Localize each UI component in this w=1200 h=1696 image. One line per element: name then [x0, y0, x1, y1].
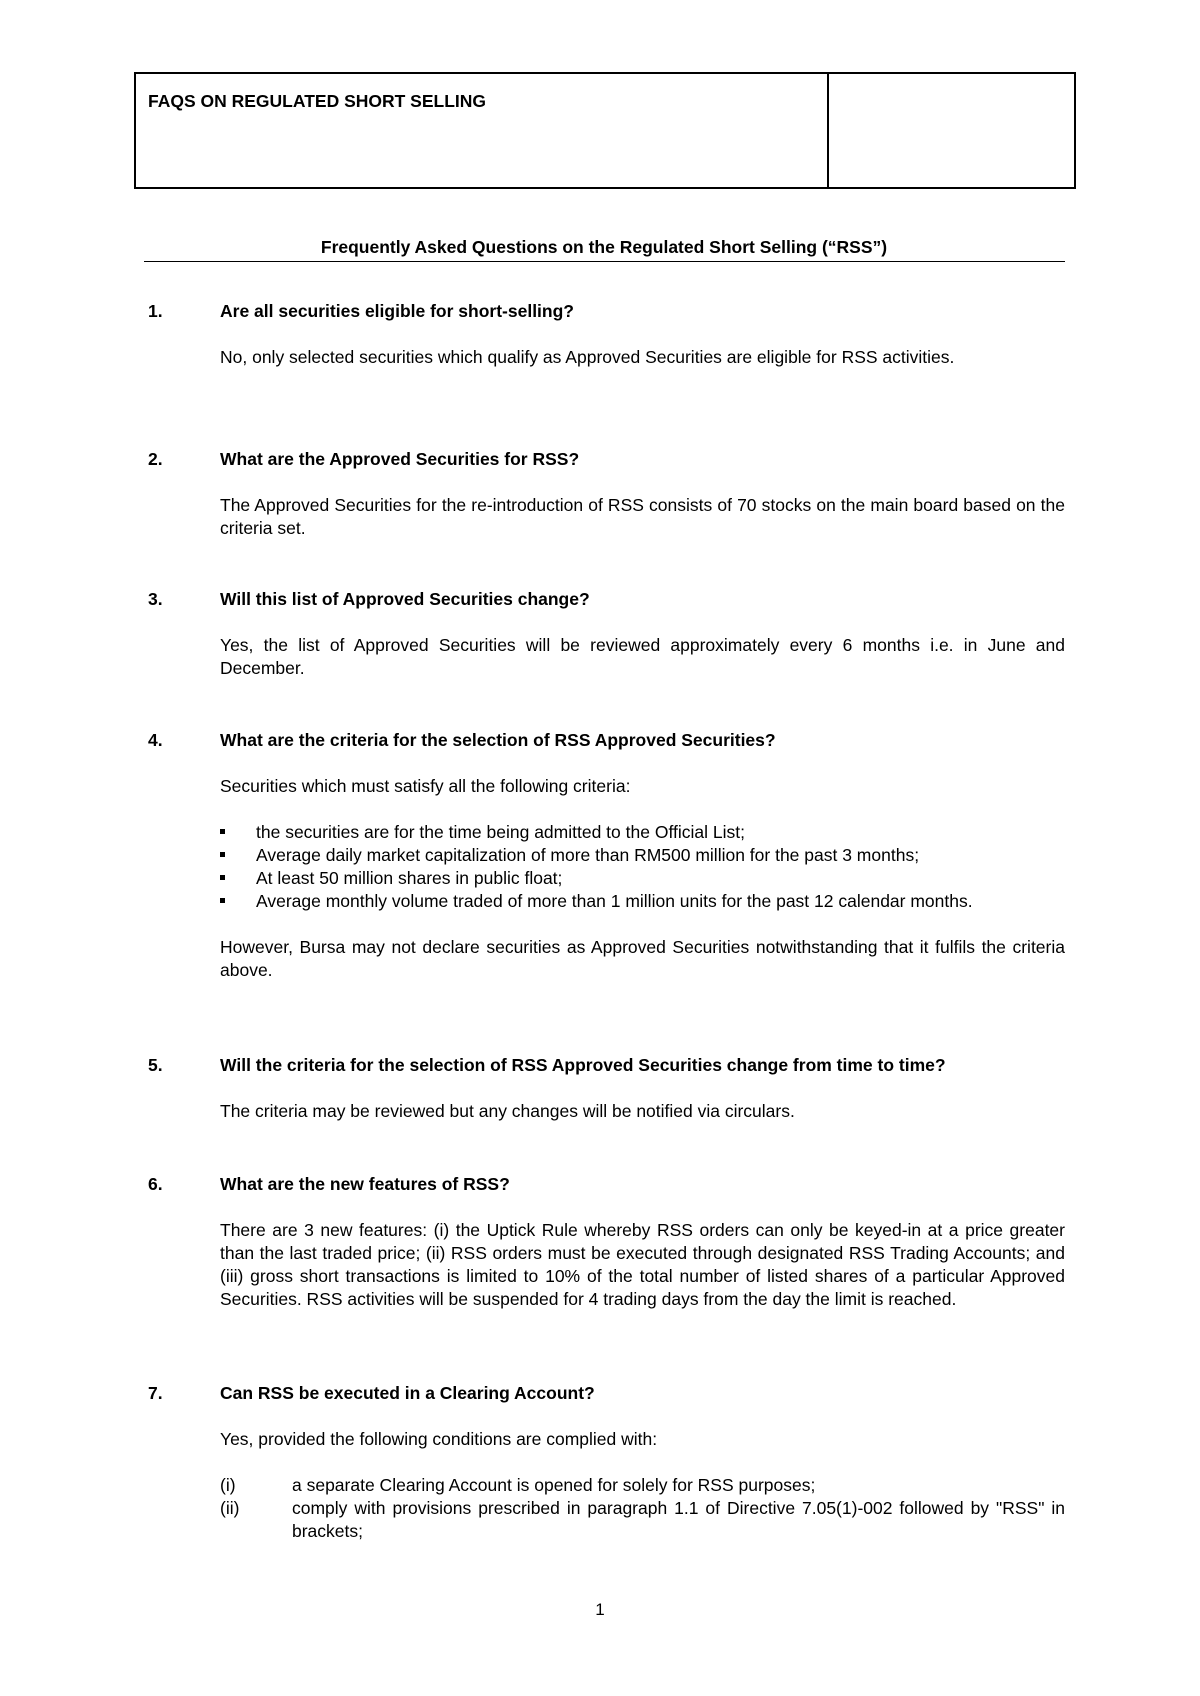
list-item — [220, 867, 1065, 890]
answer-intro: Securities which must satisfy all the following criteria: — [220, 776, 631, 796]
list-item — [220, 844, 1065, 867]
list-item-label: (ii) — [220, 1498, 240, 1518]
answer-text: The Approved Securities for the re-introduction of RSS consists of 70 stocks on the main board based on the criteria set. — [220, 495, 1065, 538]
question-text: What are the criteria for the selection of RSS Approved Securities? — [220, 730, 776, 750]
question-text: What are the new features of RSS? — [220, 1174, 510, 1194]
question-number: 5. — [148, 1055, 163, 1075]
list-item-text: At least 50 million shares in public float; — [256, 868, 563, 888]
question-number: 3. — [148, 589, 163, 609]
document-title: Frequently Asked Questions on the Regulated Short Selling (“RSS”) — [320, 237, 888, 257]
list-item-label: (i) — [220, 1475, 236, 1495]
answer-text: Yes, the list of Approved Securities will be reviewed approximately every 6 months i.e. in June and December. — [220, 635, 1065, 678]
criteria-list — [220, 821, 1065, 913]
question-number: 6. — [148, 1174, 163, 1194]
list-item-text: Average monthly volume traded of more than 1 million units for the past 12 calendar months. — [256, 891, 973, 911]
question-text: Will this list of Approved Securities change? — [220, 589, 590, 609]
question-text: What are the Approved Securities for RSS? — [220, 449, 580, 469]
square-bullet-icon — [220, 867, 256, 890]
square-bullet-icon — [220, 844, 256, 867]
answer-intro: Yes, provided the following conditions are complied with: — [220, 1429, 658, 1449]
list-item-text: a separate Clearing Account is opened for solely for RSS purposes; — [292, 1475, 816, 1495]
conditions-list — [220, 1474, 1065, 1543]
square-bullet-icon — [220, 890, 256, 913]
faq-item-2 — [148, 448, 1065, 540]
question-number: 7. — [148, 1383, 163, 1403]
list-item — [220, 1474, 1065, 1497]
title-underline — [144, 261, 1065, 262]
page-number: 1 — [595, 1600, 605, 1619]
faq-item-1 — [148, 300, 1065, 369]
header-empty-cell — [829, 74, 1074, 187]
answer-text: There are 3 new features: (i) the Uptick Rule whereby RSS orders can only be keyed-in at a price greater than the last traded price; (ii) RSS orders must be executed through designated RSS Trading Accounts; and (iii) gross short transactions is limited to 10% of the total number of listed shares of a particular Approved Securities. RSS activities will be suspended for 4 trading days from the day the limit is reached. — [220, 1220, 1065, 1309]
list-item — [220, 1497, 1065, 1543]
list-item-text: the securities are for the time being admitted to the Official List; — [256, 822, 745, 842]
answer-block — [220, 775, 1065, 982]
list-item-text: Average daily market capitalization of more than RM500 million for the past 3 months; — [256, 845, 920, 865]
faq-item-4 — [148, 729, 1065, 982]
faq-item-5 — [148, 1054, 1065, 1123]
question-number: 4. — [148, 730, 163, 750]
list-item-text: comply with provisions prescribed in paragraph 1.1 of Directive 7.05(1)-002 followed by "RSS" in brackets; — [292, 1498, 1065, 1541]
answer-closing: However, Bursa may not declare securities as Approved Securities notwithstanding that it fulfils the criteria above. — [220, 937, 1065, 980]
question-text: Are all securities eligible for short-selling? — [220, 301, 574, 321]
list-item — [220, 890, 1065, 913]
question-text: Will the criteria for the selection of RSS Approved Securities change from time to time? — [220, 1055, 946, 1075]
faq-item-7 — [148, 1382, 1065, 1543]
square-bullet-icon — [220, 821, 256, 844]
question-text: Can RSS be executed in a Clearing Account? — [220, 1383, 595, 1403]
header-box — [134, 72, 1076, 189]
question-number: 1. — [148, 301, 163, 321]
faq-item-6 — [148, 1173, 1065, 1311]
list-item — [220, 821, 1065, 844]
header-title: FAQS ON REGULATED SHORT SELLING — [136, 74, 829, 187]
faq-item-3 — [148, 588, 1065, 680]
answer-text: No, only selected securities which qualify as Approved Securities are eligible for RSS activities. — [220, 347, 955, 367]
answer-text: The criteria may be reviewed but any changes will be notified via circulars. — [220, 1101, 795, 1121]
answer-block — [220, 1428, 1065, 1543]
question-number: 2. — [148, 449, 163, 469]
